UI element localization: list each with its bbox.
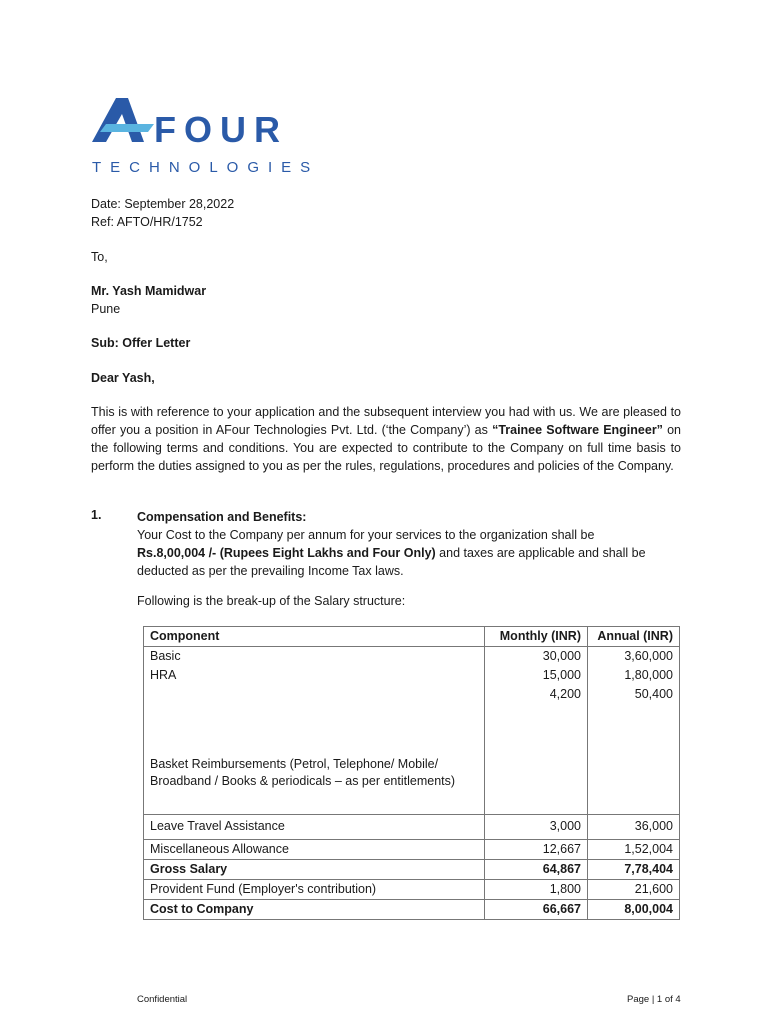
cell-component: Cost to Company xyxy=(144,900,485,920)
cell-monthly: 66,667 xyxy=(485,900,588,920)
table-row xyxy=(144,900,680,920)
cell-component: Miscellaneous Allowance xyxy=(144,840,485,860)
cell-monthly: 3,000 xyxy=(485,815,588,840)
table-row xyxy=(144,685,680,815)
cell-component: Basic xyxy=(144,647,485,667)
cell-monthly: 1,800 xyxy=(485,880,588,900)
section-compensation xyxy=(137,508,685,580)
to-line: To, xyxy=(91,250,108,264)
header-annual: Annual (INR) xyxy=(588,627,680,647)
cell-component: Gross Salary xyxy=(144,860,485,880)
section-title: Compensation and Benefits: xyxy=(137,510,307,524)
cell-annual: 36,000 xyxy=(588,815,680,840)
table-row xyxy=(144,840,680,860)
footer-confidential: Confidential xyxy=(137,994,188,1005)
ctc-line2: and taxes are applicable and shall be deducted as per the prevailing Income Tax laws. xyxy=(137,546,646,578)
table-row xyxy=(144,666,680,685)
cell-component: Provident Fund (Employer's contribution) xyxy=(144,880,485,900)
letter-ref: Ref: AFTO/HR/1752 xyxy=(91,215,203,229)
header-monthly: Monthly (INR) xyxy=(485,627,588,647)
cell-monthly: 12,667 xyxy=(485,840,588,860)
section-number: 1. xyxy=(91,508,102,522)
cell-component: Basket Reimbursements (Petrol, Telephone/ Mobile/ Broadband / Books & periodicals – as per entitlements) xyxy=(144,685,485,815)
intro-role: “Trainee Software Engineer” xyxy=(492,423,663,437)
cell-annual: 1,52,004 xyxy=(588,840,680,860)
cell-component: HRA xyxy=(144,666,485,685)
cell-annual: 1,80,000 xyxy=(588,666,680,685)
recipient-name: Mr. Yash Mamidwar xyxy=(91,284,207,298)
intro-part2: on the following terms and conditions. You are expected to contribute to the Company on full time basis to perform the duties assigned to you as per the rules, regulations, procedures and policies of the Company. xyxy=(91,423,682,473)
cell-monthly: 4,200 xyxy=(485,685,588,815)
table-row xyxy=(144,647,680,667)
cell-annual: 8,00,004 xyxy=(588,900,680,920)
table-row xyxy=(144,860,680,880)
logo-a-mark xyxy=(92,98,144,142)
subject-line: Sub: Offer Letter xyxy=(91,336,191,350)
cell-annual: 3,60,000 xyxy=(588,647,680,667)
intro-paragraph xyxy=(91,403,681,475)
salutation: Dear Yash, xyxy=(91,371,155,385)
table-row xyxy=(144,815,680,840)
salary-table xyxy=(143,626,680,920)
logo-tagline: TECHNOLOGIES xyxy=(92,159,320,176)
breakup-intro: Following is the break-up of the Salary structure: xyxy=(137,594,406,608)
table-header-row xyxy=(144,627,680,647)
ctc-amount: Rs.8,00,004 /- (Rupees Eight Lakhs and Four Only) xyxy=(137,546,436,560)
cell-monthly: 64,867 xyxy=(485,860,588,880)
cell-annual: 50,400 xyxy=(588,685,680,815)
header-component: Component xyxy=(144,627,485,647)
ctc-line1: Your Cost to the Company per annum for your services to the organization shall be xyxy=(137,528,595,542)
cell-monthly: 15,000 xyxy=(485,666,588,685)
footer-page-number: Page | 1 of 4 xyxy=(627,994,681,1005)
table-row xyxy=(144,880,680,900)
cell-annual: 7,78,404 xyxy=(588,860,680,880)
recipient-city: Pune xyxy=(91,302,121,316)
intro-part1: This is with reference to your application and the subsequent interview you had with us. We are pleased to offer you a position in AFour Technologies Pvt. Ltd. (‘the Company’) as xyxy=(91,405,681,437)
letter-date: Date: September 28,2022 xyxy=(91,197,235,211)
cell-annual: 21,600 xyxy=(588,880,680,900)
logo-wordmark: FOUR xyxy=(154,109,288,150)
cell-monthly: 30,000 xyxy=(485,647,588,667)
afour-logo xyxy=(88,92,328,182)
cell-component: Leave Travel Assistance xyxy=(144,815,485,840)
